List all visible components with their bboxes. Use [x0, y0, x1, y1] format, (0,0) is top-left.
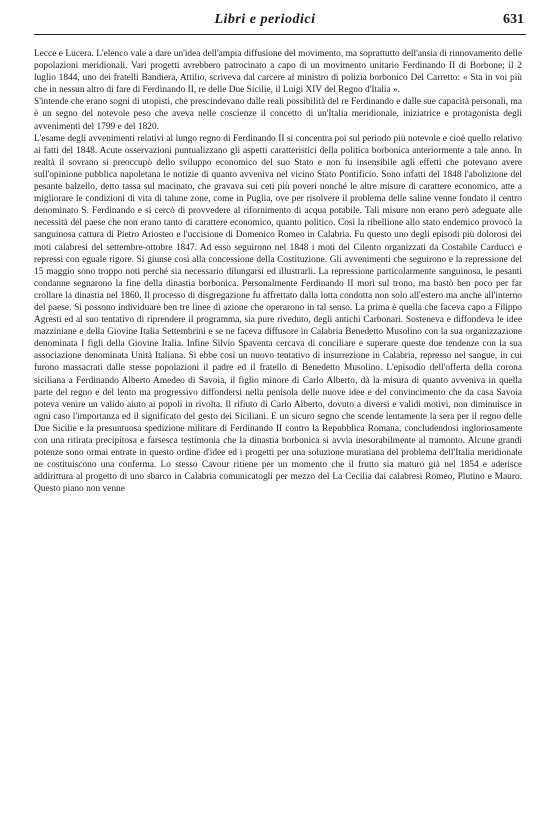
paragraph-3: L'esame degli avvenimenti relativi al lungo regno di Ferdinando II si concentra poi sul periodo più notevole e cioè quello relativo ai fatti del 1848. Acute osservazioni puntualizzano gli aspetti caratteristici della politica borbonica anteriormente a tale anno. In realtà il sovrano si preoccupò dello sviluppo economico del suo Stato e non fu insensibile agli effetti che potevano avere sull'opinione pubblica napoletana le notizie di quanto avveniva nel vicino Stato Pontificio. Sono infatti del 1848 l'abolizione del pesante balzello, detto tassa sul macinato, che gravava sui ceti più poveri nonché le altre misure di carattere economico, atte a migliorare le condizioni di vita di talune zone, come in Puglia, ove per risolvere il problema delle saline venne fondato il centro denominato S. Ferdinando e si cercò di provvedere al rifornimento di acqua potabile. Tali misure non erano però adeguate alle necessità del paese che non erano tanto di carattere economico, quanto politico. Così la ribellione allo stato endemico provocò la sanguinosa cattura di Pietro Ariosteo e l'uccisione di Domenico Romeo in Calabria. Fu questo uno degli episodi più dolorosi dei moti calabresi del settembre-ottobre 1847. Ad esso seguirono nel 1848 i moti del Cilento organizzati da Costabile Carducci e repressi con eguale rigore. Si giunse così alla concessione della Costituzione. Gli avvenimenti che seguirono e la repressione del 15 maggio sono troppo noti perché sia necessario dilungarsi ed illustrarli. La repressione particolarmente sanguinosa, le pesanti condanne segnarono la fine della dinastia borbonica. Personalmente Ferdinando II morì sul trono, ma bastò ben poco per far crollare la dinastia nel 1860. Il processo di disgregazione fu affrettato dalla lotta condotta non solo all'estero ma anche all'interno del paese. Si possono individuare ben tre linee di azione che operarono in tal senso. La prima è quella che faceva capo a Filippo Agresti ed al suo tentativo di riprendere il programma, sia pure riveduto, degli antichi Carbonari. Sosteneva e diffondeva le idee mazziniane e della Giovine Italia Settembrini e se ne faceva diffusore in Calabria Benedetto Musolino con la sua organizzazione denominata I figli della Giovine Italia. Infine Silvio Spaventa cercava di conciliare e superare queste due tendenze con la sua associazione denominata Unità Italiana. Si ebbe così un nuovo tentativo di insurrezione in Calabria, represso nel sangue, in cui furono massacrati dalle stesse popolazioni il padre ed il fratello di Benedetto Musolino. L'episodio dell'offerta della corona siciliana a Ferdinando Alberto Amedeo di Savoia, il figlio minore di Carlo Alberto, dà la misura di quanto avveniva in quella parte del regno e del lento ma progressivo diffondersi nella penisola delle nuove idee e del convincimento che da casa Savoia poteva venire un valido aiuto ai popoli in rivolta. Il rifiuto di Carlo Alberto, dovuto a diversi e validi motivi, non diminuisce in ogni caso l'importanza ed il significato del gesto dei Siciliani. E un sicuro segno che scende lentamente la sera per il regno delle Due Sicilie e la presuntuosa spedizione militare di Ferdinando II contro la Repubblica Romana, concludendosi ingloriosamente con una ritirata precipitosa e farsesca testimonia che la dinastia borbonica si avvia inesorabilmente al tramonto. Alcune grandi potenze sono ormai entrate in questo ordine d'idee ed i progetti per una soluzione muratiana del problema dell'Italia meridionale ne costituiscono una conferma. Lo stesso Cavour ritiene per un momento che il frutto sia maturo già nel 1854 e aderisce addirittura al progetto di uno sbarco in Calabria comunicatogli per mezzo del La Cecilia dai calabresi Romeo, Plutino e Mauro. Questo piano non venne	[34, 133, 522, 495]
page-body	[34, 48, 522, 495]
running-title: Libri e periodici	[214, 12, 316, 27]
paragraph-1: Lecce e Lucera. L'elenco vale a dare un'idea dell'ampia diffusione del movimento, ma soprattutto dell'ansia di rinnovamento delle popolazioni meridionali. Vari progetti avrebbero patrocinato a capo di un movimento unitario Ferdinando II di Borbone; il 2 luglio 1844, uno dei fratelli Bandiera, Attilio, scriveva dal carcere al ministro di polizia borbonico Del Carretto: « Sta in voi più che in nessun altro di fare di Ferdinando II, re delle Due Sicilie, il Luigi XIV del Regno d'Italia ».	[34, 49, 522, 96]
header-rule	[34, 34, 526, 35]
page-number: 631	[503, 12, 524, 27]
paragraph-2: S'intende che erano sogni di utopisti, che prescindevano dalle reali possibilità del re Ferdinando e dalle sue capacità personali, ma è un segno del notevole peso che aveva nelle coscienze il concetto di un'Italia meridionale, iniziatrice e protagonista degli avvenimenti del 1799 e del 1820.	[34, 97, 522, 132]
page-header	[0, 0, 550, 36]
